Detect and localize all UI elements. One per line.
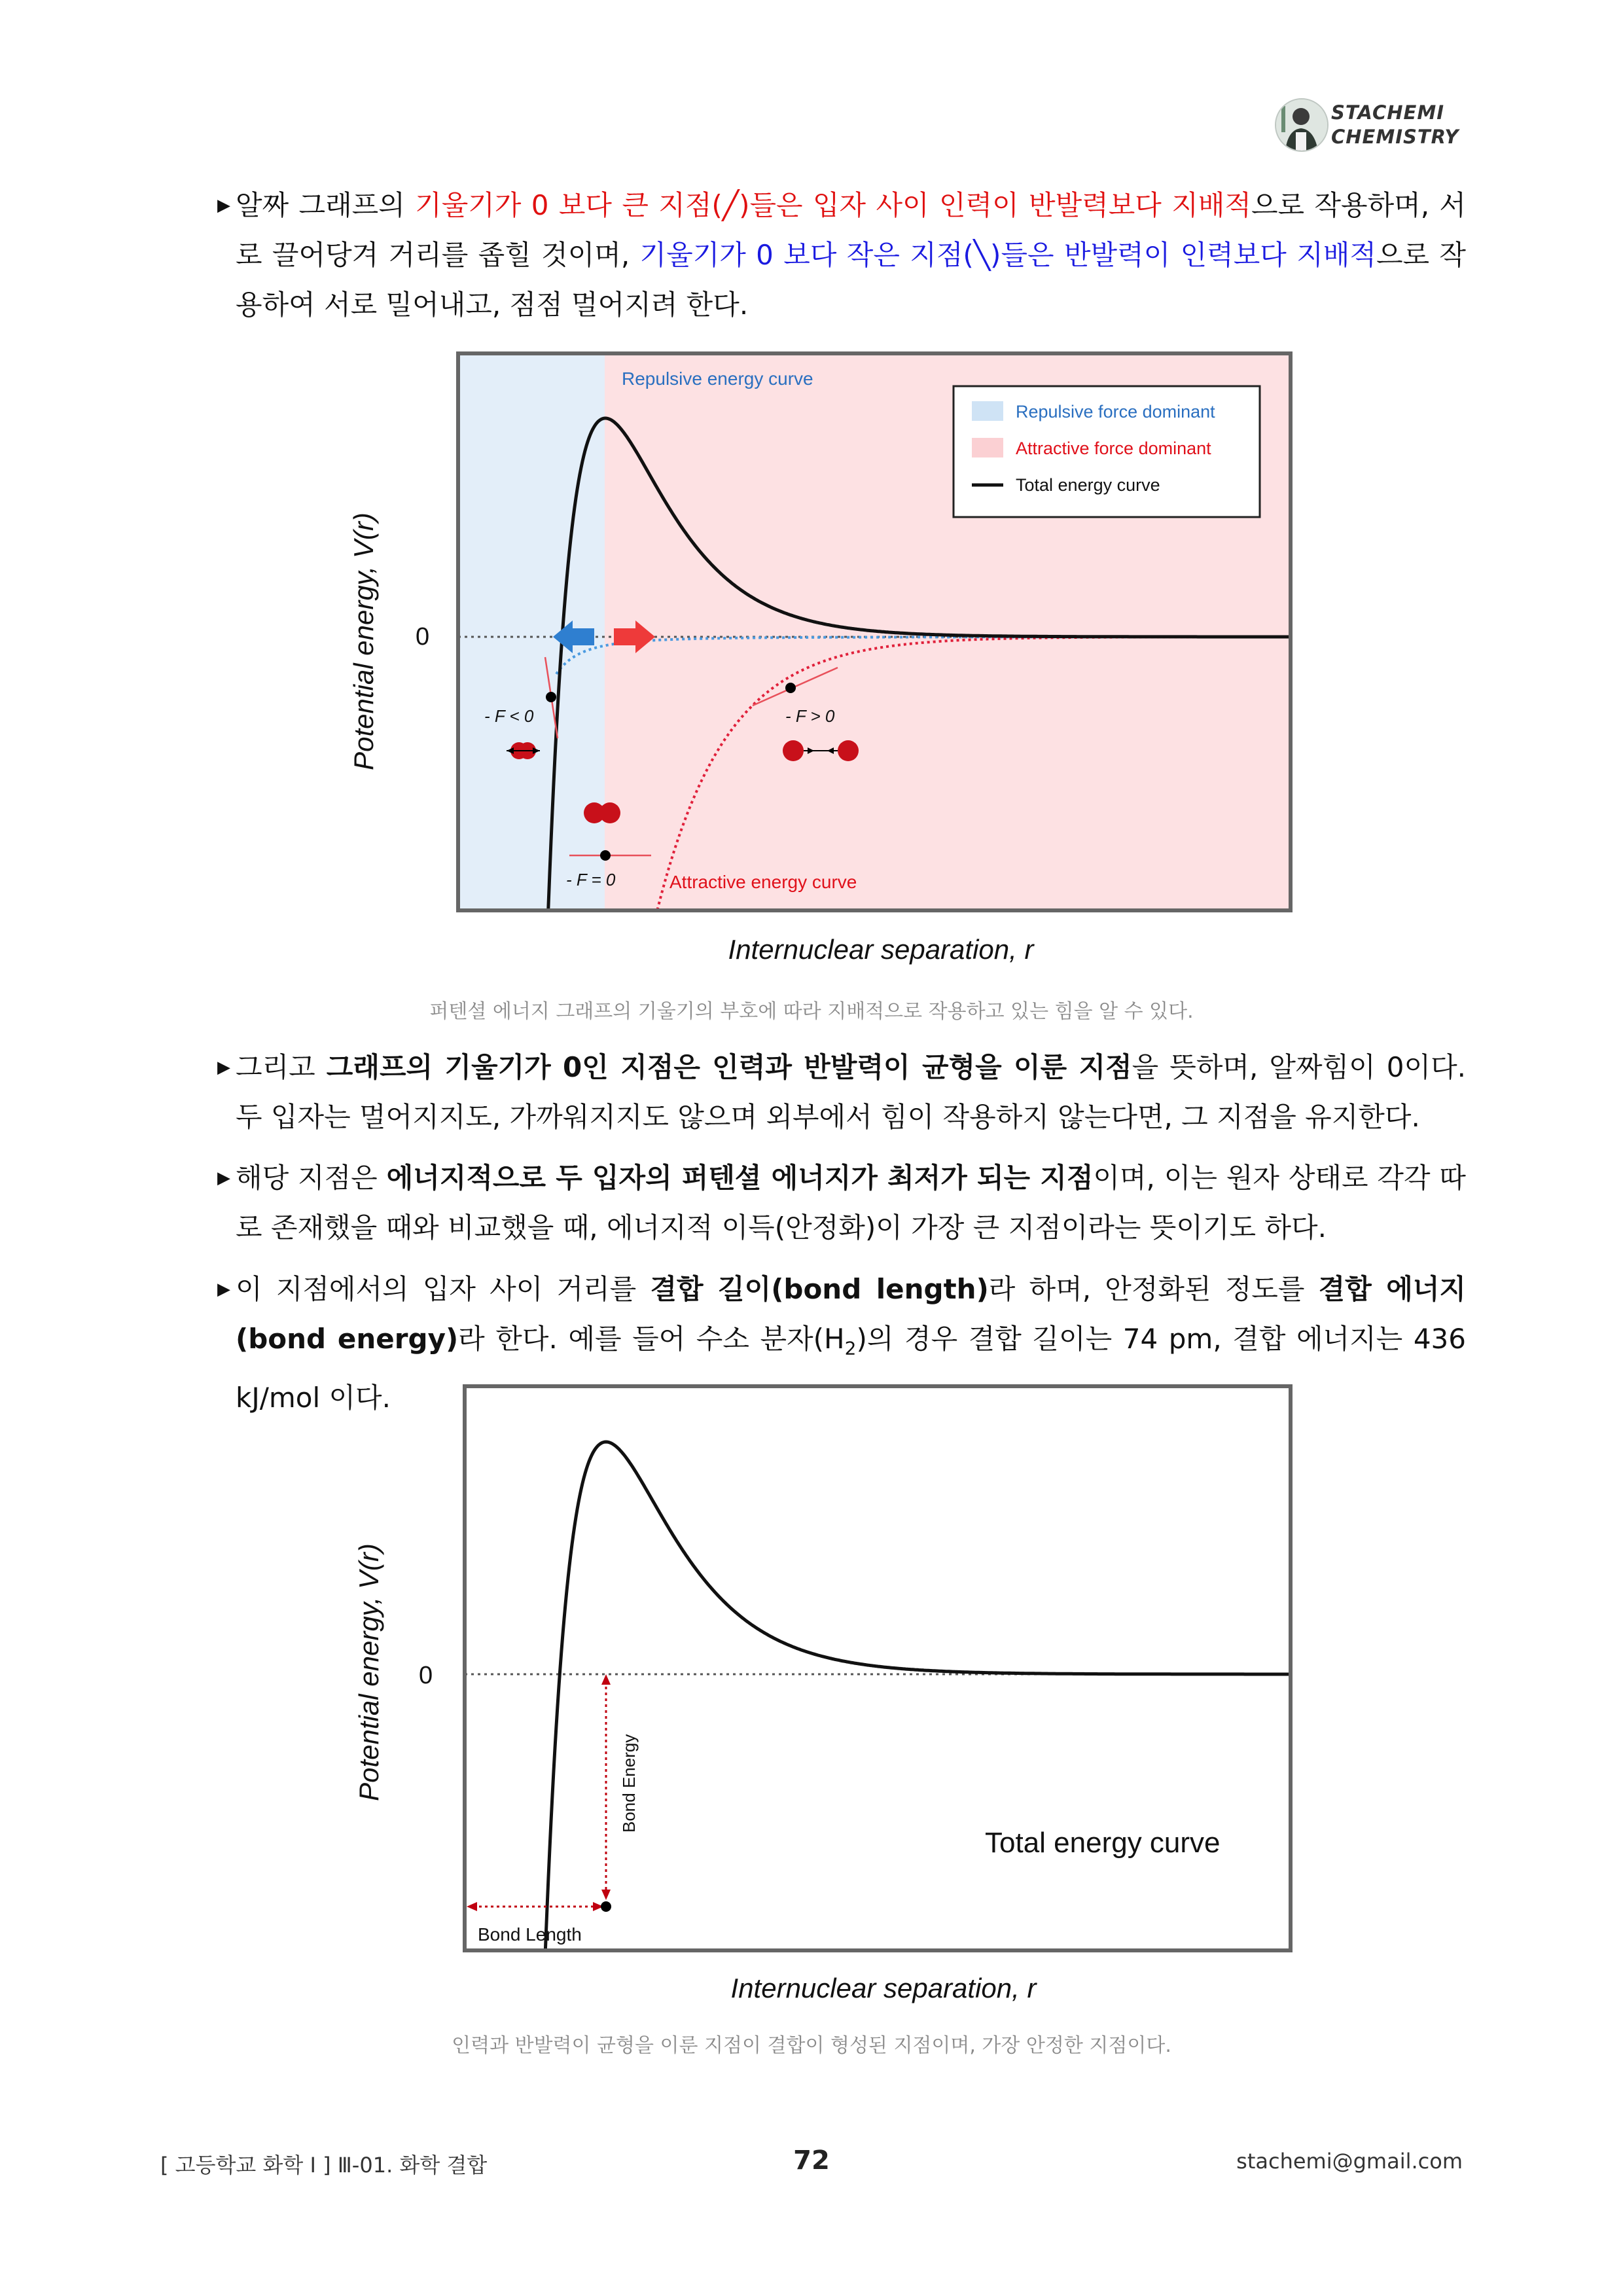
annotation-force-negative: - F < 0 [484,706,534,726]
logo-portrait-icon [1275,98,1329,152]
legend-label-repulsive: Repulsive force dominant [1016,402,1215,422]
subscript: 2 [844,1337,857,1359]
paragraph-minimum-energy [217,1153,1467,1253]
attractive-curve-label: Attractive energy curve [669,872,857,892]
legend-swatch-repulsive [972,401,1003,421]
text-bold: 결합 길이(bond length) [650,1273,989,1305]
text: 을 뜻하며, 알짜힘이 0이다. 두 입자는 멀어지지도, 가까워지지도 않으며 외부에서 힘이 작용하지 않는다면, 그 지점을 유지한다. [236,1051,1466,1133]
figure-force-dominance-graph [340,347,1322,1001]
text: 해당 지점은 [236,1162,387,1194]
bullet-icon: ▶ [217,1168,230,1188]
legend-swatch-attractive [972,438,1003,457]
paragraph-equilibrium [217,1043,1466,1142]
bullet-icon: ▶ [217,1280,230,1299]
total-curve-label: Total energy curve [985,1827,1221,1859]
text: 그리고 [236,1051,327,1083]
point-right [785,683,796,693]
bullet-icon: ▶ [217,196,230,215]
page-number: 72 [793,2145,830,2176]
zero-tick-label: 0 [419,1662,433,1689]
text-blue-highlight: 기울기가 0 보다 작은 지점(╲)들은 반발력이 인력보다 지배적 [639,239,1376,271]
figure-bond-energy-graph [340,1381,1322,2036]
figure2-caption: 인력과 반발력이 균형을 이룬 지점이 결합이 형성된 지점이며, 가장 안정한 지점이다. [452,2034,1171,2057]
logo-line1: STACHEMI [1331,101,1444,124]
text: 라 한다. 예를 들어 수소 분자(H [458,1323,845,1355]
point-min [600,850,611,861]
header-logo [1275,98,1465,152]
footer-email: stachemi@gmail.com [1236,2149,1463,2174]
point-left [546,692,556,702]
text: 이 지점에서의 입자 사이 거리를 [236,1273,651,1305]
repulsive-curve-label: Repulsive energy curve [622,368,813,389]
plot-background [465,1386,1291,1950]
y-axis-label: Potential energy, V(r) [348,512,379,770]
bond-length-label: Bond Length [478,1924,582,1945]
text-red-highlight: 기울기가 0 보다 큰 지점(╱)들은 입자 사이 인력이 반발력보다 지배적 [415,189,1251,221]
text: 이며, 이는 원자 상태로 각각 따로 존재했을 때와 비교했을 때, 에너지적 이득(안정화)이 가장 큰 지점이라는 뜻이기도 하다. [236,1162,1467,1244]
annotation-force-zero: - F = 0 [566,870,616,889]
legend-label-attractive: Attractive force dominant [1016,439,1211,458]
annotation-force-positive: - F > 0 [785,706,835,726]
text: 라 하며, 안정화된 정도를 [988,1273,1319,1305]
zero-tick-label: 0 [416,623,430,651]
logo-text [1331,101,1459,149]
y-axis-label: Potential energy, V(r) [353,1543,384,1801]
text: 으로 작용하며, 서로 끌어당겨 거리를 좁힐 것이며, [236,189,1467,271]
bond-energy-label: Bond Energy [619,1734,639,1833]
text-bold: 결합 에너지(bond energy) [236,1273,1466,1355]
x-axis-label: Internuclear separation, r [728,934,1034,965]
x-axis-label: Internuclear separation, r [730,1973,1037,2003]
text: 알짜 그래프의 [236,189,416,221]
logo-line2: CHEMISTRY [1331,126,1459,148]
text: )의 경우 결합 길이는 74 pm, 결합 에너지는 436 kJ/mol 이다. [236,1323,1466,1414]
figure1-caption: 퍼텐셜 에너지 그래프의 기울기의 부호에 따라 지배적으로 작용하고 있는 힘을 알 수 있다. [429,1000,1194,1023]
minimum-point [601,1901,611,1912]
text-bold: 에너지적으로 두 입자의 퍼텐셜 에너지가 최저가 되는 지점 [386,1162,1094,1194]
paragraph-slope-meaning [217,181,1467,330]
bullet-icon: ▶ [217,1058,230,1077]
legend-label-total: Total energy curve [1016,475,1160,495]
footer-course-label: [ 고등학교 화학 I ] Ⅲ-01. 화학 결합 [160,2153,488,2178]
text-bold: 그래프의 기울기가 0인 지점은 인력과 반발력이 균형을 이룬 지점 [326,1051,1132,1083]
text: 으로 작용하여 서로 밀어내고, 점점 멀어지려 한다. [236,239,1467,321]
